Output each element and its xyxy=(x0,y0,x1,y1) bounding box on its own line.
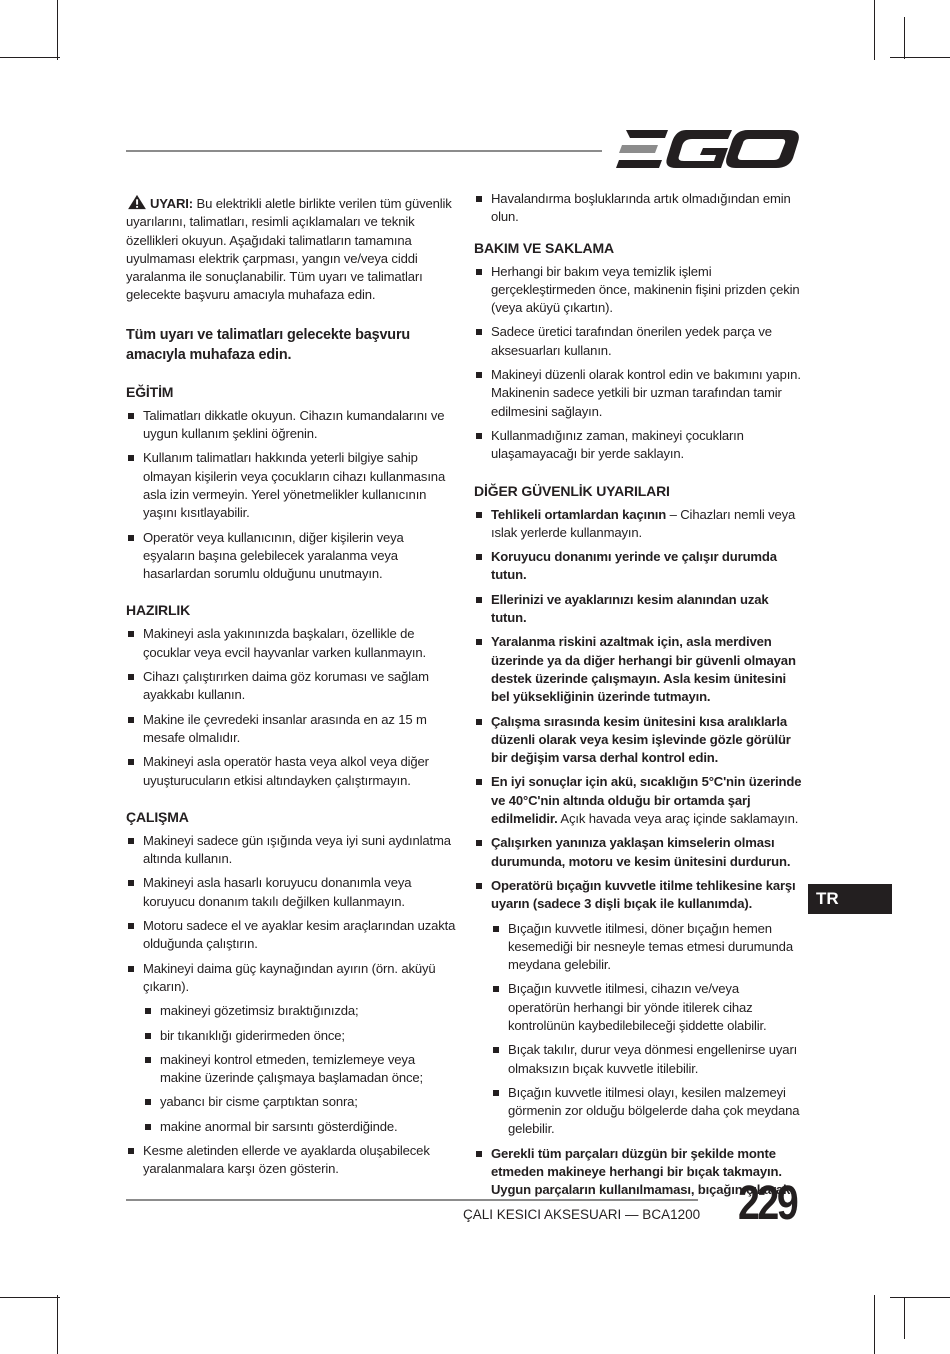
list-item: Kesme aletinden ellerde ve ayaklarda oluşabilecek yaralanmalara karşı özen gösterin. xyxy=(126,1142,456,1179)
list-item: Ellerinizi ve ayaklarınızı kesim alanından uzak tutun. xyxy=(474,591,804,628)
section-heading-operation: ÇALIŞMA xyxy=(126,808,189,825)
list-item xyxy=(474,773,804,828)
section-heading-training: EĞİTİM xyxy=(126,383,174,400)
crop-mark xyxy=(57,0,58,60)
list-item: Havalandırma boşluklarında artık olmadığından emin olun. xyxy=(474,190,804,227)
sub-list-item: bir tıkanıklığı giderirmeden önce; xyxy=(143,1027,456,1045)
sub-list-item: Bıçağın kuvvetle itilmesi, cihazın ve/veya operatörün herhangi bir yönde itilerek cihaz kontrolünün kaybedilebileceği şiddette olabilir. xyxy=(491,980,804,1035)
list-item: Makine ile çevredeki insanlar arasında en az 15 m mesafe olmalıdır. xyxy=(126,711,456,748)
list-item: Herhangi bir bakım veya temizlik işlemi gerçekleştirmeden önce, makinenin fişini prizden çekin (veya aküyü çıkartın). xyxy=(474,263,804,318)
ventilation-section xyxy=(474,190,804,227)
list-item xyxy=(126,960,456,1136)
preparation-section xyxy=(126,601,456,789)
list-item: Çalışma sırasında kesim ünitesini kısa aralıklarla düzenli olarak veya kesim işlevinde gözle görülür bir değişim varsa derhal kontrol edin. xyxy=(474,713,804,768)
crop-mark xyxy=(874,1295,875,1354)
sub-list-item: Bıçağın kuvvetle itilmesi olayı, kesilen malzemeyi görmenin zor olduğu bölgelerde daha çok meydana gelebilir. xyxy=(491,1084,804,1139)
crop-mark xyxy=(0,57,60,58)
sub-list-item: Bıçak takılır, durur veya dönmesi engellenirse uyarı olmaksızın bıçak kuvvetle itilebilir. xyxy=(491,1041,804,1078)
crop-mark xyxy=(890,1297,950,1298)
operation-section xyxy=(126,808,456,1179)
sub-list-item: makineyi kontrol etmeden, temizlemeye veya makine üzerinde çalışmaya başlamadan önce; xyxy=(143,1051,456,1088)
list-item: Operatör veya kullanıcının, diğer kişilerin veya eşyaların başına gelebilecek yaralanma veya hasarlardan sorumlu olduğunu unutmayın. xyxy=(126,529,456,584)
crop-mark xyxy=(57,1295,58,1354)
maintenance-list xyxy=(474,263,804,464)
training-section xyxy=(126,383,456,584)
kickback-sub-list xyxy=(491,920,804,1139)
other-safety-list xyxy=(474,506,804,1200)
list-item: Makineyi asla hasarlı koruyucu donanımla veya koruyucu donanım takılı değilken kullanmayın. xyxy=(126,874,456,911)
keep-instructions-note: Tüm uyarı ve talimatları gelecekte başvuru amacıyla muhafaza edin. xyxy=(126,326,411,363)
warning-paragraph xyxy=(126,194,456,305)
operation-sub-list xyxy=(143,1002,456,1136)
page-number: 229 xyxy=(738,1177,797,1230)
footer-rule xyxy=(126,1199,698,1201)
other-safety-section xyxy=(474,482,804,1200)
list-item-lead: Tehlikeli ortamlardan kaçının xyxy=(491,506,667,522)
warning-triangle-icon xyxy=(126,194,148,210)
section-heading-other-safety: DİĞER GÜVENLİK UYARILARI xyxy=(474,482,670,499)
list-item: Motoru sadece el ve ayaklar kesim araçlarından uzakta olduğunda çalıştırın. xyxy=(126,917,456,954)
crop-mark xyxy=(874,0,875,60)
header-rule xyxy=(126,150,602,152)
list-item-lead: Operatörü bıçağın kuvvetle itilme tehlikesine karşı uyarın (sadece 3 dişli bıçak ile kullanımda). xyxy=(491,877,796,912)
sub-list-item: Bıçağın kuvvetle itilmesi, döner bıçağın hemen kesemediği bir nesneyle temas etmesi durumunda meydana gelebilir. xyxy=(491,920,804,975)
left-column xyxy=(126,190,456,1185)
section-heading-preparation: HAZIRLIK xyxy=(126,602,191,619)
section-heading-maintenance: BAKIM VE SAKLAMA xyxy=(474,239,614,256)
right-column xyxy=(474,190,804,1206)
sub-list-item: yabancı bir cisme çarptıktan sonra; xyxy=(143,1093,456,1111)
list-item: Talimatları dikkatle okuyun. Cihazın kumandalarını ve uygun kullanım şeklini öğrenin. xyxy=(126,407,456,444)
crop-mark xyxy=(0,1297,60,1298)
warning-label: UYARI: xyxy=(150,196,193,211)
list-item: Yaralanma riskini azaltmak için, asla merdiven üzerinde ya da diğer herhangi bir güvenli olmayan destek üzerinde çalışmayın. Asla kesim ünitesini bel yüksekliğinin üzerinde tutmayın. xyxy=(474,633,804,706)
crop-mark xyxy=(904,17,905,59)
operation-list xyxy=(126,832,456,1179)
ventilation-list xyxy=(474,190,804,227)
footer-product: ÇALI KESICI AKSESUARI — BCA1200 xyxy=(463,1207,701,1222)
list-item: Makineyi sadece gün ışığında veya iyi suni aydınlatma altında kullanın. xyxy=(126,832,456,869)
list-item: Makineyi düzenli olarak kontrol edin ve bakımını yapın. Makinenin sadece yetkili bir uzman tarafından tamir edilmesini sağlayın. xyxy=(474,366,804,421)
sub-list-item: makine anormal bir sarsıntı gösterdiğinde. xyxy=(143,1118,456,1136)
training-list xyxy=(126,407,456,584)
list-item: Sadece üretici tarafından önerilen yedek parça ve aksesuarları kullanın. xyxy=(474,323,804,360)
language-tab: TR xyxy=(808,884,892,914)
warning-text: Bu elektrikli aletle birlikte verilen tüm güvenlik uyarılarını, talimatları, resimli açıklamaları ve teknik özellikleri okuyun. Aşağıdaki talimatların tamamına uyulmaması elektrik çarpması, yangın ve/veya ciddi yaralanma ile sonuçlanabilir. Tüm uyarı ve talimatları gelecekte başvuru amacıyla muhafaza edin. xyxy=(126,196,452,303)
list-item: Kullanmadığınız zaman, makineyi çocukların ulaşamayacağı bir yerde saklayın. xyxy=(474,427,804,464)
list-item-lead: En iyi sonuçlar için akü, sıcaklığın 5°C'nin üzerinde ve 40°C'nin altında olduğu bir ortamda şarj edilmelidir. xyxy=(491,774,802,827)
list-item: Gerekli tüm parçaları düzgün bir şekilde monte etmeden makineye herhangi bir bıçak takmayın. Uygun parçaların kullanılmaması, bıçağın çıkarak xyxy=(474,1145,804,1200)
ego-logo xyxy=(616,128,800,172)
list-item: Kullanım talimatları hakkında yeterli bilgiye sahip olmayan kişilerin veya çocukların cihazı kullanmasına asla izin vermeyin. Yerel yönetmelikler kullanıcının yaşını kısıtlayabilir. xyxy=(126,449,456,522)
list-item-text: Makineyi daima güç kaynağından ayırın (örn. aküyü çıkarın). xyxy=(143,960,436,994)
list-item: Makineyi asla yakınınızda başkaları, özellikle de çocuklar veya evcil hayvanlar varken kullanmayın. xyxy=(126,625,456,662)
list-item xyxy=(474,506,804,543)
list-item-text: Açık havada veya araç içinde saklamayın. xyxy=(557,811,799,827)
list-item: Cihazı çalıştırırken daima göz koruması ve sağlam ayakkabı kullanın. xyxy=(126,668,456,705)
list-item xyxy=(474,877,804,1139)
crop-mark xyxy=(904,1297,905,1339)
list-item: Koruyucu donanımı yerinde ve çalışır durumda tutun. xyxy=(474,548,804,585)
preparation-list xyxy=(126,625,456,789)
list-item: Çalışırken yanınıza yaklaşan kimselerin olması durumunda, motoru ve kesim ünitesini durdurun. xyxy=(474,834,804,871)
maintenance-section xyxy=(474,239,804,464)
list-item: Makineyi asla operatör hasta veya alkol veya diğer uyuşturucuların etkisi altındayken çalıştırmayın. xyxy=(126,753,456,790)
crop-mark xyxy=(890,57,950,58)
list-item-text: – Cihazları nemli veya ıslak yerlerde kullanmayın. xyxy=(491,506,796,540)
sub-list-item: makineyi gözetimsiz bıraktığınızda; xyxy=(143,1002,456,1020)
